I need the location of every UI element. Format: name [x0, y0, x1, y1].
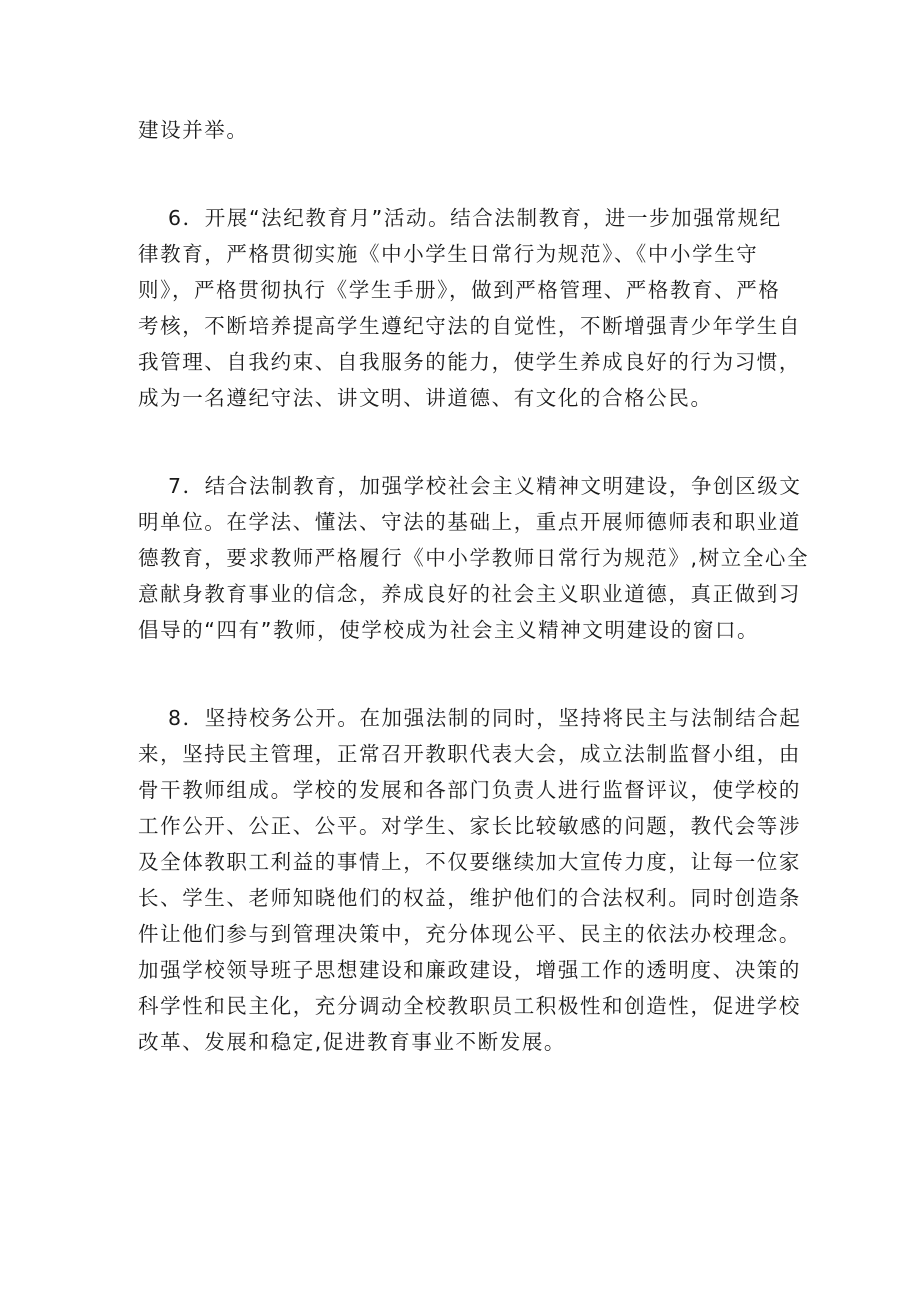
- text-line: 则》，严格贯彻执行《学生手册》，做到严格管理、严格教育、严格: [138, 278, 781, 302]
- text-line: 律教育，严格贯彻实施《中小学生日常行为规范》、《中小学生守: [138, 242, 759, 266]
- text-line: 倡导的“四有”教师，使学校成为社会主义精神文明建设的窗口。: [138, 618, 760, 642]
- document-body: [138, 112, 810, 1060]
- text-line: 加强学校领导班子思想建设和廉政建设，增强工作的透明度、决策的: [138, 958, 801, 982]
- text-line: 科学性和民主化，充分调动全校教职员工积极性和创造性，促进学校: [138, 994, 801, 1018]
- text-line: 来，坚持民主管理，正常召开教职代表大会，成立法制监督小组，由: [138, 742, 801, 766]
- text-line: 骨干教师组成。学校的发展和各部门负责人进行监督评议，使学校的: [138, 778, 801, 802]
- paragraph-item-7: [138, 468, 810, 648]
- text-line: 我管理、自我约束、自我服务的能力，使学生养成良好的行为习惯，: [138, 350, 801, 374]
- text-line: 件让他们参与到管理决策中，充分体现公平、民主的依法办校理念。: [138, 922, 801, 946]
- paragraph-item-6: [138, 200, 801, 416]
- text-line: 建设并举。: [138, 118, 249, 142]
- text-line: 及全体教职工利益的事情上，不仅要继续加大宣传力度，让每一位家: [138, 850, 801, 874]
- text-line: 意献身教育事业的信念，养成良好的社会主义职业道德，真正做到习: [138, 582, 801, 606]
- text-line: 改革、发展和稳定,促进教育事业不断发展。: [138, 1030, 567, 1054]
- text-line: 7．结合法制教育，加强学校社会主义精神文明建设，争创区级文: [168, 474, 802, 498]
- text-line: 明单位。在学法、懂法、守法的基础上，重点开展师德师表和职业道: [138, 510, 801, 534]
- paragraph-item-8: [138, 700, 802, 1060]
- paragraph-continuation: [138, 112, 790, 148]
- text-line: 考核，不断培养提高学生遵纪守法的自觉性，不断增强青少年学生自: [138, 314, 801, 338]
- text-line: 8．坚持校务公开。在加强法制的同时，坚持将民主与法制结合起: [168, 706, 802, 730]
- paragraph-gap: [138, 648, 790, 700]
- text-line: 长、学生、老师知晓他们的权益，维护他们的合法权利。同时创造条: [138, 886, 801, 910]
- text-line: 成为一名遵纪守法、讲文明、讲道德、有文化的合格公民。: [138, 386, 713, 410]
- paragraph-gap: [138, 416, 790, 468]
- text-line: 6．开展“法纪教育月”活动。结合法制教育，进一步加强常规纪: [168, 206, 782, 230]
- text-line: 工作公开、公正、公平。对学生、家长比较敏感的问题，教代会等涉: [138, 814, 801, 838]
- text-line: 德教育，要求教师严格履行《中小学教师日常行为规范》,树立全心全: [138, 546, 810, 570]
- paragraph-gap: [138, 148, 790, 200]
